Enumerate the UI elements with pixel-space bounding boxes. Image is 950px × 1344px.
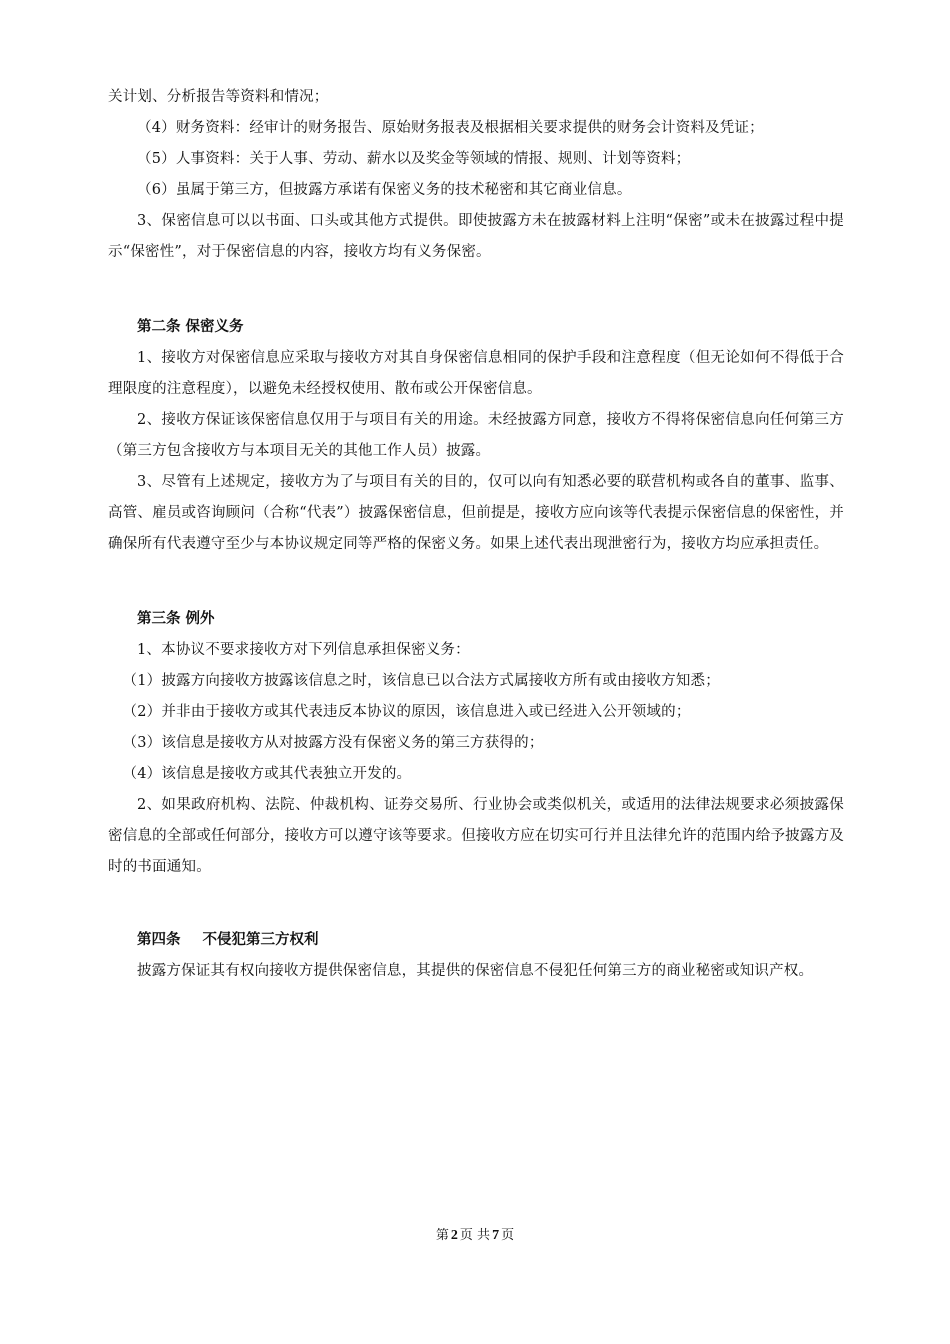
- footer-middle: 页 共: [459, 1228, 491, 1243]
- footer-prefix: 第: [435, 1228, 449, 1243]
- exception-item-3: （3）该信息是接收方从对披露方没有保密义务的第三方获得的；: [122, 735, 544, 751]
- exception-item-2: （2）并非由于接收方或其代表违反本协议的原因，该信息进入或已经进入公开领域的；: [122, 704, 691, 720]
- section-gap: [108, 883, 844, 925]
- exception-item-4: （4）该信息是接收方或其代表独立开发的。: [122, 766, 412, 782]
- section-gap: [108, 268, 844, 312]
- page-footer: [0, 1226, 950, 1246]
- article-2-clause-2: 2、接收方保证该保密信息仅用于与项目有关的用途。未经披露方同意，接收方不得将保密信息向任何第三方（第三方包含接收方与本项目无关的其他工作人员）披露。: [108, 412, 844, 459]
- list-item-financial: （4）财务资料：经审计的财务报告、原始财务报表及根据相关要求提供的财务会计资料及凭证；: [137, 120, 764, 136]
- total-pages-number: 7: [492, 1228, 500, 1243]
- article-4-name: 不侵犯第三方权利: [202, 932, 319, 948]
- document-body: [108, 82, 844, 987]
- article-4-number: 第四条: [137, 932, 181, 948]
- continued-paragraph: 关计划、分析报告等资料和情况；: [108, 89, 329, 105]
- article-3-clause-2: 2、如果政府机构、法院、仲裁机构、证券交易所、行业协会或类似机关，或适用的法律法规要求必须披露保密信息的全部或任何部分，接收方可以遵守该等要求。但接收方应在切实可行并且法律允许的范围内给予披露方及时的书面通知。: [108, 797, 844, 875]
- article-2-title: 第二条 保密义务: [137, 319, 244, 335]
- article-4-clause: 披露方保证其有权向接收方提供保密信息，其提供的保密信息不侵犯任何第三方的商业秘密或知识产权。: [137, 963, 814, 979]
- article-2-clause-1: 1、接收方对保密信息应采取与接收方对其自身保密信息相同的保护手段和注意程度（但无论如何不得低于合理限度的注意程度），以避免未经授权使用、散布或公开保密信息。: [108, 350, 844, 397]
- article-3-clause-1: 1、本协议不要求接收方对下列信息承担保密义务：: [137, 642, 470, 658]
- current-page-number: 2: [450, 1228, 458, 1243]
- list-item-personnel: （5）人事资料：关于人事、劳动、薪水以及奖金等领域的情报、规则、计划等资料；: [137, 151, 691, 167]
- section-gap: [108, 560, 844, 604]
- article-4-title: [108, 925, 844, 956]
- exception-item-1: （1）披露方向接收方披露该信息之时，该信息已以合法方式属接收方所有或由接收方知悉；: [122, 673, 720, 689]
- footer-suffix: 页: [501, 1228, 515, 1243]
- article-3-title: 第三条 例外: [137, 611, 215, 627]
- article-2-clause-3: 3、尽管有上述规定，接收方为了与项目有关的目的，仅可以向有知悉必要的联营机构或各自的董事、监事、高管、雇员或咨询顾问（合称“代表”）披露保密信息，但前提是，接收方应向该等代表提示保密信息的保密性，并确保所有代表遵守至少与本协议规定同等严格的保密义务。如果上述代表出现泄密行为，接收方均应承担责任。: [108, 474, 844, 552]
- list-item-third-party: （6）虽属于第三方，但披露方承诺有保密义务的技术秘密和其它商业信息。: [137, 182, 632, 198]
- clause-3-form: 3、保密信息可以以书面、口头或其他方式提供。即使披露方未在披露材料上注明“保密”或未在披露过程中提示“保密性”，对于保密信息的内容，接收方均有义务保密。: [108, 213, 844, 260]
